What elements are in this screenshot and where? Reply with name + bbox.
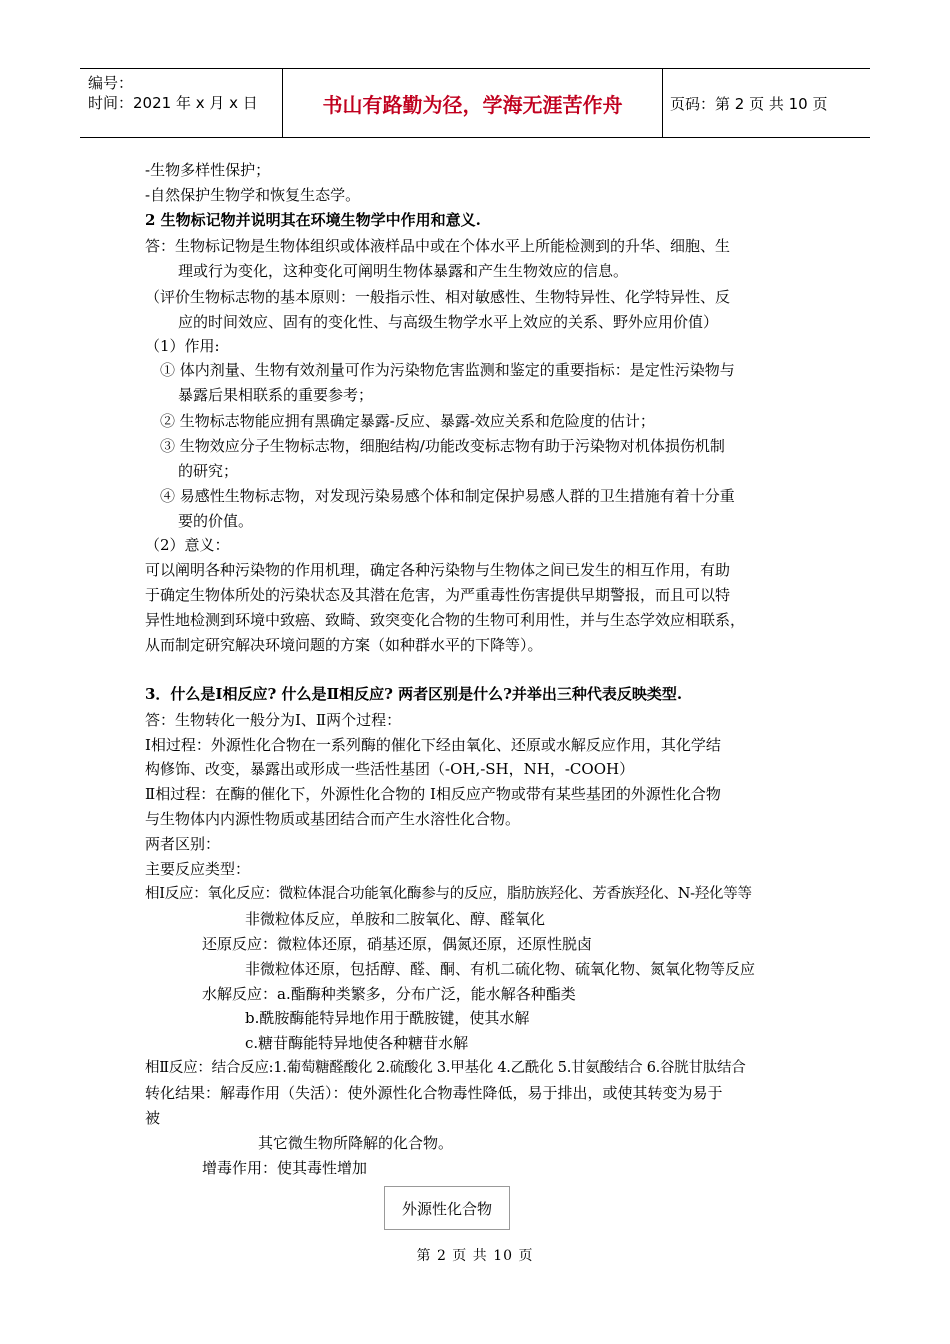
- text-line: 转化结果：解毒作用（失活）：使外源性化合物毒性降低，易于排出，或使其转变为易于: [145, 1084, 723, 1102]
- text-line: 两者区别：: [145, 835, 221, 853]
- list-item: ② 生物标志物能应拥有黑确定暴露-反应、暴露-效应关系和危险度的估计；: [160, 412, 655, 430]
- text-line: 水解反应：a.酯酶种类繁多，分布广泛，能水解各种酯类: [202, 985, 576, 1003]
- text-line: -自然保护生物学和恢复生态学。: [145, 186, 361, 204]
- text-line: 相Ⅰ反应：氧化反应：微粒体混合功能氧化酶参与的反应，脂肪族羟化、芳香族羟化、N-羟化等等: [145, 886, 752, 902]
- text-line: 与生物体内内源性物质或基团结合而产生水溶性化合物。: [145, 810, 521, 828]
- text-line: 于确定生物体所处的污染状态及其潜在危害，为严重毒性伤害提供早期警报，而且可以特: [145, 586, 731, 604]
- header-divider: [282, 69, 283, 137]
- text-line: （评价生物标志物的基本原则：一般指示性、相对敏感性、生物特异性、化学特异性、反: [145, 288, 731, 306]
- text-line: 可以阐明各种污染物的作用机理，确定各种污染物与生物体之间已发生的相互作用，有助: [145, 561, 731, 579]
- header-divider: [662, 69, 663, 137]
- page-footer: 第 2 页 共 10 页: [416, 1248, 534, 1264]
- text-line: 相Ⅱ反应：结合反应:1.葡萄糖醛酸化 2.硫酸化 3.甲基化 4.乙酰化 5.甘氨酸结合 6.谷胱甘肽结合: [145, 1060, 746, 1076]
- text-line: 还原反应：微粒体还原，硝基还原，偶氮还原，还原性脱卤: [202, 935, 593, 953]
- diagram-box: 外源性化合物: [384, 1186, 510, 1230]
- text-line: 理或行为变化，这种变化可阐明生物体暴露和产生生物效应的信息。: [178, 262, 629, 280]
- text-line: Ⅰ相过程：外源性化合物在一系列酶的催化下经由氧化、还原或水解反应作用，其化学结: [145, 736, 721, 754]
- list-item: ③ 生物效应分子生物标志物，细胞结构/功能改变标志物有助于污染物对机体损伤机制: [160, 437, 725, 455]
- number-label: 编号：: [88, 74, 134, 92]
- page-header: [80, 68, 870, 138]
- text-line: -生物多样性保护；: [145, 161, 271, 179]
- page-number-label: 页码：第 2 页 共 10 页: [670, 94, 828, 113]
- list-item: ④ 易感性生物标志物，对发现污染易感个体和制定保护易感人群的卫生措施有着十分重: [160, 487, 735, 505]
- text-line: 其它微生物所降解的化合物。: [258, 1134, 454, 1152]
- question-heading: 3．什么是Ⅰ相反应? 什么是Ⅱ相反应? 两者区别是什么?并举出三种代表反映类型.: [145, 685, 683, 703]
- text-line: 从而制定研究解决环境问题的方案（如种群水平的下降等）。: [145, 636, 543, 654]
- subheading: （1）作用:: [145, 337, 220, 355]
- list-item: ① 体内剂量、生物有效剂量可作为污染物危害监测和鉴定的重要指标：是定性污染物与: [160, 361, 735, 379]
- text-line: 增毒作用：使其毒性增加: [202, 1159, 368, 1177]
- text-line: 应的时间效应、固有的变化性、与高级生物学水平上效应的关系、野外应用价值）: [178, 313, 719, 331]
- text-line: b.酰胺酶能特异地作用于酰胺键，使其水解: [245, 1009, 530, 1027]
- list-item: 要的价值。: [178, 512, 254, 530]
- text-line: 主要反应类型：: [145, 860, 251, 878]
- text-line: 构修饰、改变，暴露出或形成一些活性基团（-OH,-SH，NH，-COOH）: [145, 760, 635, 778]
- text-line: 答：生物转化一般分为Ⅰ、Ⅱ两个过程：: [145, 711, 402, 729]
- text-line: Ⅱ相过程：在酶的催化下，外源性化合物的 Ⅰ相反应产物或带有某些基团的外源性化合物: [145, 785, 721, 803]
- time-label: 时间：2021 年 x 月 x 日: [88, 94, 258, 112]
- list-item: 暴露后果相联系的重要参考；: [178, 386, 374, 404]
- text-line: 被: [145, 1109, 161, 1127]
- header-left: [88, 73, 258, 113]
- text-line: 异性地检测到环境中致癌、致畸、致突变化合物的生物可利用性，并与生态学效应相联系，: [145, 611, 746, 629]
- subheading: （2）意义：: [145, 536, 230, 554]
- text-line: 答：生物标记物是生物体组织或体液样品中或在个体水平上所能检测到的升华、细胞、生: [145, 237, 731, 255]
- text-line: c.糖苷酶能特异地使各种糖苷水解: [245, 1034, 469, 1052]
- list-item: 的研究；: [178, 462, 239, 480]
- text-line: 非微粒体还原，包括醇、醛、酮、有机二硫化物、硫氧化物、氮氧化物等反应: [245, 960, 756, 978]
- text-line: 非微粒体反应，单胺和二胺氧化、醇、醛氧化: [245, 910, 546, 928]
- question-heading: 2 生物标记物并说明其在环境生物学中作用和意义.: [145, 211, 481, 229]
- header-motto: 书山有路勤为径，学海无涯苦作舟: [322, 92, 623, 117]
